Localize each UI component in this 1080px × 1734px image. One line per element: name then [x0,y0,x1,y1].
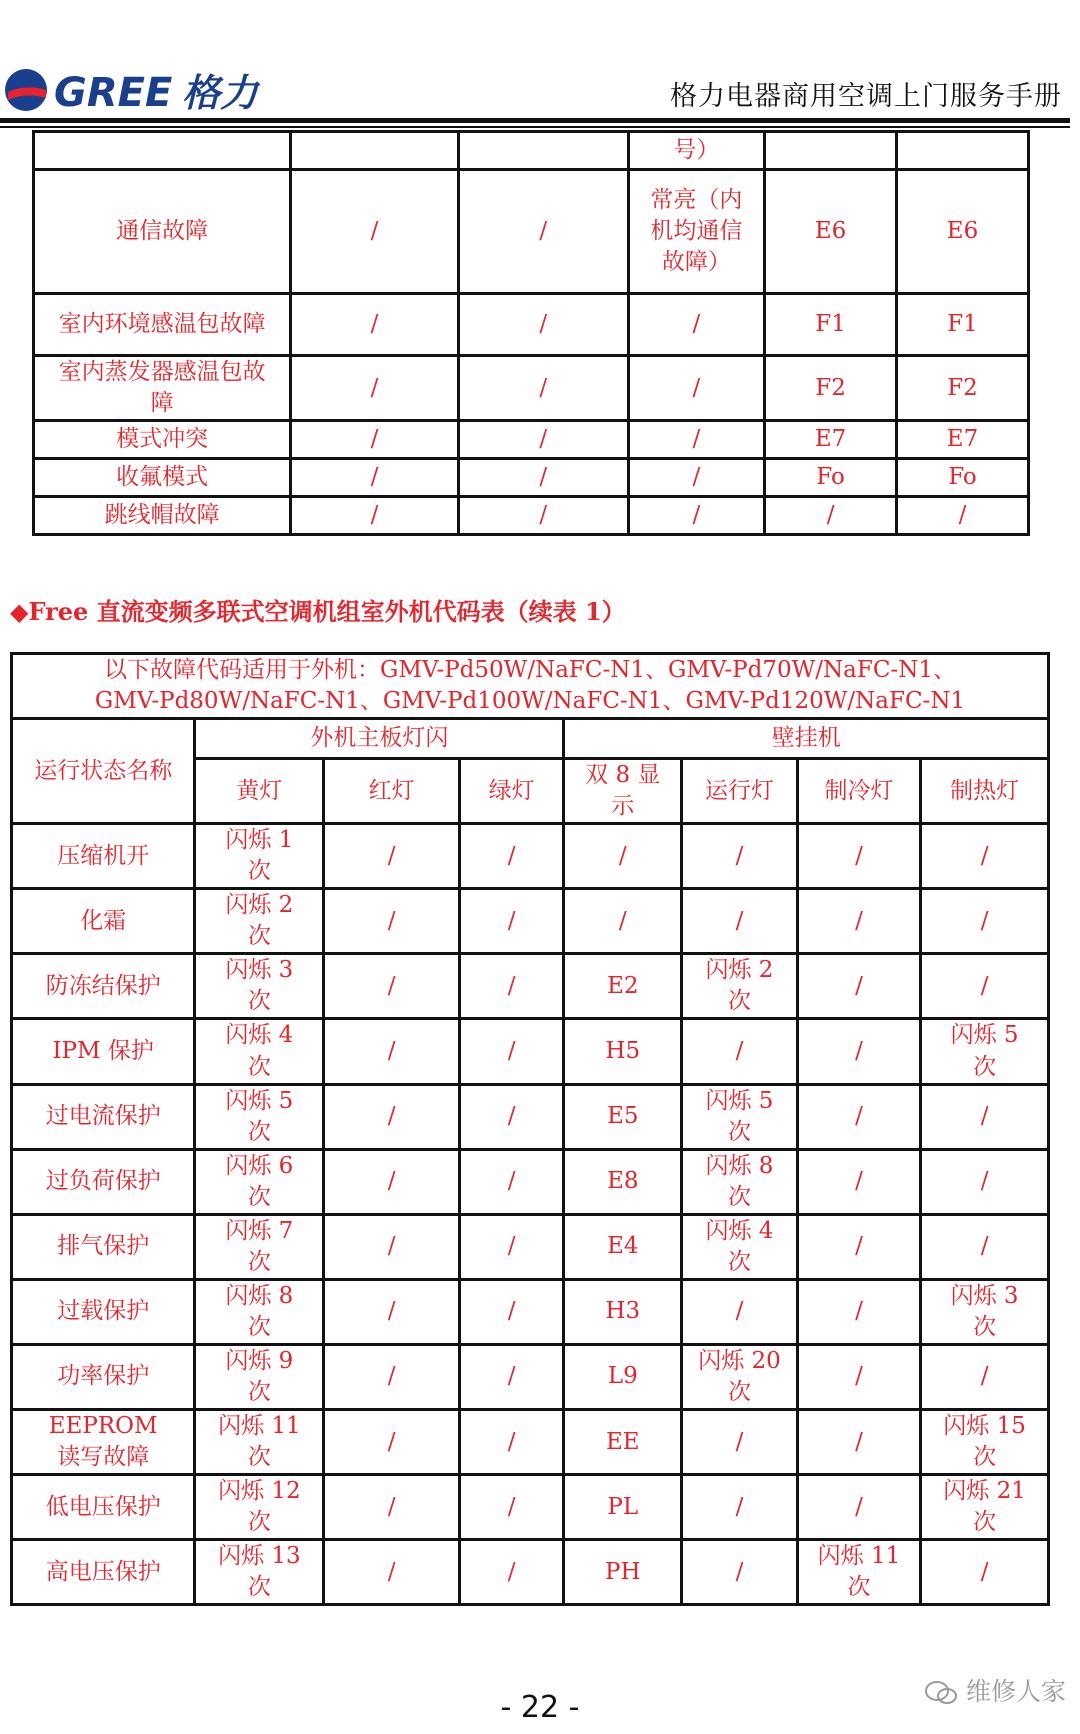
gree-logo [0,62,290,120]
row-label: 过负荷保护 [12,1149,195,1214]
table-cell: / [921,1344,1049,1409]
table-row [34,421,1029,459]
row-label: 跳线帽故障 [34,497,291,535]
sub-header: 运行灯 [682,759,798,824]
header-status-name: 运行状态名称 [12,719,195,824]
table-cell: / [459,1214,563,1279]
page-number: - 22 - [500,1690,580,1725]
table-cell: / [682,1475,798,1540]
table-row [34,497,1029,535]
header-outdoor-board-lights: 外机主板灯闪 [195,719,564,759]
table-cell: H5 [564,1019,682,1084]
sub-header: 制冷灯 [797,759,920,824]
table-cell: E7 [765,421,897,459]
table-row [34,356,1029,421]
table-cell: / [682,1540,798,1605]
header-title: 格力电器商用空调上门服务手册 [670,81,1062,112]
table-cell: / [459,1344,563,1409]
table-row [34,459,1029,497]
table-cell: / [458,497,628,535]
row-label: EEPROM 读写故障 [12,1410,195,1475]
table-cell: / [628,294,764,356]
table-cell: / [797,1344,920,1409]
row-label: 过载保护 [12,1279,195,1344]
table-cell: F2 [765,356,897,421]
table-cell [458,132,628,170]
table-cell [765,132,897,170]
table-cell: 闪烁 20 次 [682,1344,798,1409]
table-cell: E6 [897,170,1029,294]
table-cell: / [797,954,920,1019]
table-cell: E2 [564,954,682,1019]
table-cell: 闪烁 5 次 [921,1019,1049,1084]
row-label: 室内蒸发器感温包故障 [34,356,291,421]
watermark-text: 维修人家 [965,1677,1066,1706]
section-heading: ◆Free 直流变频多联式空调机组室外机代码表（续表 1） [10,597,626,626]
table-cell: / [324,1475,460,1540]
indoor-code-table [32,130,1030,536]
table-cell: / [324,1214,460,1279]
table-cell: E7 [897,421,1029,459]
table-cell: 闪烁 11 次 [195,1410,324,1475]
wechat-icon [924,1677,966,1706]
table-cell: / [797,889,920,954]
table-cell: / [564,889,682,954]
svg-text:格力: 格力 [182,70,259,115]
table-cell: 闪烁 2 次 [682,954,798,1019]
table-cell: E5 [564,1084,682,1149]
table-cell: / [765,497,897,535]
row-label: 防冻结保护 [12,954,195,1019]
table-cell: / [797,1019,920,1084]
table-row [12,1410,1049,1475]
row-label: 低电压保护 [12,1475,195,1540]
table-cell: PH [564,1540,682,1605]
table-cell: / [797,1149,920,1214]
table-cell: / [682,889,798,954]
table-cell: F1 [765,294,897,356]
table-cell: PL [564,1475,682,1540]
table-cell: 闪烁 7 次 [195,1214,324,1279]
row-label: 通信故障 [34,170,291,294]
sub-header: 双 8 显示 [564,759,682,824]
table-cell [897,132,1029,170]
header-rule-thin [0,126,1070,128]
table-cell: / [291,170,459,294]
table-cell: / [628,459,764,497]
table-cell: / [682,1019,798,1084]
row-label: 排气保护 [12,1214,195,1279]
table-cell: 闪烁 9 次 [195,1344,324,1409]
table-row [12,824,1049,889]
table-cell: / [682,824,798,889]
table-cell: / [459,1540,563,1605]
table-cell: / [291,421,459,459]
table-cell: / [921,954,1049,1019]
table-cell: / [324,1149,460,1214]
table-cell: / [897,497,1029,535]
table-cell: 闪烁 3 次 [195,954,324,1019]
table-cell: / [797,1410,920,1475]
table-cell: H3 [564,1279,682,1344]
table-cell: / [797,1475,920,1540]
row-label: 收氟模式 [34,459,291,497]
table-cell: 闪烁 4 次 [682,1214,798,1279]
table-row [12,1279,1049,1344]
row-label: 室内环境感温包故障 [34,294,291,356]
table-cell: 闪烁 12 次 [195,1475,324,1540]
table-cell: 闪烁 21 次 [921,1475,1049,1540]
table-cell: 闪烁 5 次 [195,1084,324,1149]
table-cell: Fo [765,459,897,497]
table-cell: 闪烁 4 次 [195,1019,324,1084]
header-rule [0,118,1070,123]
table-cell: / [921,824,1049,889]
table-row [12,1084,1049,1149]
table-row [34,132,1029,170]
table-cell: EE [564,1410,682,1475]
table-cell: / [291,497,459,535]
table-cell: / [324,1019,460,1084]
table-cell: / [458,170,628,294]
table-cell: / [628,356,764,421]
table-cell: E8 [564,1149,682,1214]
table-row [34,294,1029,356]
header-wall-unit: 壁挂机 [564,719,1049,759]
table-cell: / [324,954,460,1019]
table-row [34,170,1029,294]
table-cell: / [797,824,920,889]
sub-header: 红灯 [324,759,460,824]
row-label: 高电压保护 [12,1540,195,1605]
table-row [12,1214,1049,1279]
table-cell: / [459,1019,563,1084]
table-cell: F1 [897,294,1029,356]
table-cell: / [458,459,628,497]
table-cell: 闪烁 11 次 [797,1540,920,1605]
table-cell: / [797,1084,920,1149]
table-cell: E4 [564,1214,682,1279]
row-label: 模式冲突 [34,421,291,459]
table-cell: / [459,889,563,954]
table-cell: / [459,1410,563,1475]
table-cell: 闪烁 3 次 [921,1279,1049,1344]
table-cell: / [921,1084,1049,1149]
table-cell [291,132,459,170]
row-label: 功率保护 [12,1344,195,1409]
table-cell: / [324,824,460,889]
sub-header: 绿灯 [459,759,563,824]
table-cell: / [921,1540,1049,1605]
row-label: 压缩机开 [12,824,195,889]
table-cell: 闪烁 8 次 [682,1149,798,1214]
table-row [12,1149,1049,1214]
watermark [924,1672,1066,1708]
table-cell: / [459,954,563,1019]
table-cell: / [628,421,764,459]
table-cell: / [921,1214,1049,1279]
table-row [12,1475,1049,1540]
table-cell: Fo [897,459,1029,497]
row-label: 过电流保护 [12,1084,195,1149]
table-cell: / [682,1410,798,1475]
table-cell: / [458,421,628,459]
table-cell: / [324,1084,460,1149]
table-cell: / [459,1279,563,1344]
table-cell: / [459,824,563,889]
table-row [12,1540,1049,1605]
table-cell: / [324,889,460,954]
table-cell: L9 [564,1344,682,1409]
table-cell: / [458,356,628,421]
sub-header: 黄灯 [195,759,324,824]
table-row [12,1344,1049,1409]
table-cell: / [797,1279,920,1344]
table-cell: / [459,1084,563,1149]
table-row [12,1019,1049,1084]
table-cell: / [291,459,459,497]
sub-header: 制热灯 [921,759,1049,824]
table-cell: / [324,1410,460,1475]
table-cell: / [628,497,764,535]
table-cell: / [291,294,459,356]
svg-text:GREE: GREE [54,70,173,116]
row-label: 化霜 [12,889,195,954]
table-cell: 闪烁 13 次 [195,1540,324,1605]
table-cell: 闪烁 6 次 [195,1149,324,1214]
table-row [12,954,1049,1019]
table-cell: 闪烁 2 次 [195,889,324,954]
table-cell: / [921,1149,1049,1214]
table-cell: / [291,356,459,421]
table-cell: 闪烁 1 次 [195,824,324,889]
table-cell: 闪烁 8 次 [195,1279,324,1344]
table-cell: / [324,1540,460,1605]
outdoor-code-table [10,652,1050,1606]
table-cell: / [324,1344,460,1409]
table-cell: / [458,294,628,356]
table-cell: / [797,1214,920,1279]
table-cell: F2 [897,356,1029,421]
table-cell: / [564,824,682,889]
row-label: IPM 保护 [12,1019,195,1084]
table-cell: / [921,889,1049,954]
table-row [12,889,1049,954]
table-cell: / [324,1279,460,1344]
table-cell: 常亮（内机均通信故障） [628,170,764,294]
table-cell: 闪烁 5 次 [682,1084,798,1149]
table-cell: 号） [628,132,764,170]
table-cell: / [459,1475,563,1540]
table-cell: / [459,1149,563,1214]
table-cell: 闪烁 15 次 [921,1410,1049,1475]
row-label [34,132,291,170]
table-cell: / [682,1279,798,1344]
table-cell: E6 [765,170,897,294]
applies-to-note: 以下故障代码适用于外机：GMV-Pd50W/NaFC-N1、GMV-Pd70W/NaFC-N1、GMV-Pd80W/NaFC-N1、GMV-Pd100W/NaFC-N1、GMV-Pd120W/NaFC-N1 [12,654,1049,719]
